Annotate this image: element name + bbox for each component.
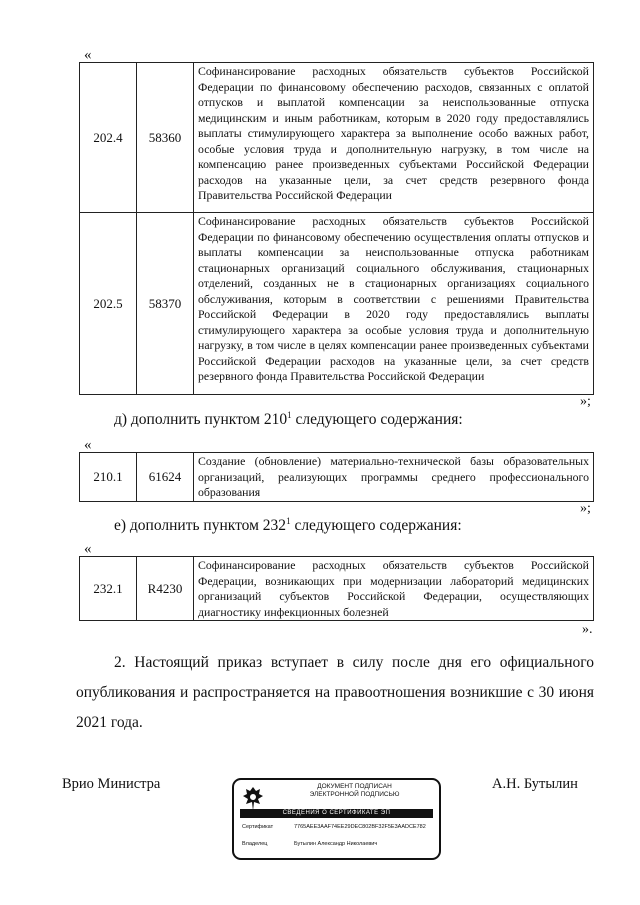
amendment-item-d	[114, 410, 463, 429]
amendment-item-e	[114, 516, 462, 535]
item-tail: следующего содержания:	[290, 517, 462, 535]
closing-quote: ».	[582, 622, 593, 637]
stamp-band: СВЕДЕНИЯ О СЕРТИФИКАТЕ ЭП	[240, 809, 433, 818]
opening-quote: «	[84, 437, 92, 453]
row-description: Софинансирование расходных обязательств субъектов Российской Федерации по финансовому обеспечению расходов, связанных с оплатой отпусков и выплатой компенсации за неиспользованные отпуска медицинским и иным работникам, которым в 2020 году предоставлялись выплаты стимулирующего характера за выполнение особо важных работ, особые условия труда и дополнительную нагрузку, в том числе на компенсацию ранее произведенных субъектами Российской Федерации расходов на указанные цели, за счет средств резервного фонда Правительства Российской Федерации	[194, 63, 594, 213]
signatory-role: Врио Министра	[62, 776, 161, 792]
opening-quote: «	[84, 541, 92, 557]
row-description: Софинансирование расходных обязательств субъектов Российской Федерации по финансовому обеспечению осуществления оплаты отпусков и выплаты компенсации за неиспользованные отпуска работникам стационарных организаций социального обслуживания, стационарных отделений, созданных не в стационарных организациях социального обслуживания, которым в соответствии с решениями Правительства Российской Федерации в 2020 году предоставлялись выплаты стимулирующего характера за особые условия труда и дополнительную нагрузку, в том числе в целях компенсации ранее произведенных субъектами Российской Федерации расходов на указанные цели, за счет средств резервного фонда Правительства Российской Федерации	[194, 213, 594, 395]
stamp-line-1: ДОКУМЕНТ ПОДПИСАН	[317, 783, 392, 790]
owner-value: Бутылин Александр Николаевич	[294, 841, 378, 847]
item-text: д) дополнить пунктом 210	[114, 411, 288, 429]
row-number: 202.4	[80, 63, 137, 213]
row-code: R4230	[137, 557, 194, 621]
stamp-line-2: ЭЛЕКТРОННОЙ ПОДПИСЬЮ	[309, 791, 400, 798]
opening-quote: «	[84, 47, 92, 63]
row-description: Софинансирование расходных обязательств субъектов Российской Федерации, возникающих при модернизации лабораторий медицинских организаций субъектов Российской Федерации, осуществляющих диагностику инфекционных болезней	[194, 557, 594, 621]
table-row	[80, 453, 594, 502]
row-code: 61624	[137, 453, 194, 502]
item-tail: следующего содержания:	[291, 411, 463, 429]
row-code: 58370	[137, 213, 194, 395]
paragraph-2: 2. Настоящий приказ вступает в силу после дня его официального опубликования и распространяется на правоотношения возникшие с 30 июня 2021 года.	[76, 654, 594, 731]
table-row	[80, 213, 594, 395]
certificate-value: 7765AEE3AAF74EE29DEC802BF32F5E3AADCE782	[294, 824, 426, 830]
closing-quote: »;	[580, 501, 591, 516]
superscript: 1	[287, 410, 292, 420]
table-row	[80, 557, 594, 621]
table-row	[80, 63, 594, 213]
row-code: 58360	[137, 63, 194, 213]
stamp-header	[274, 783, 435, 799]
owner-row	[242, 841, 433, 847]
certificate-label: Сертификат	[242, 824, 274, 830]
electronic-signature-stamp	[232, 778, 441, 860]
row-number: 202.5	[80, 213, 137, 395]
signatory-name: А.Н. Бутылин	[492, 776, 578, 792]
closing-quote: »;	[580, 394, 591, 409]
item-text: е) дополнить пунктом 232	[114, 517, 287, 535]
table-block-3	[79, 556, 594, 621]
table-block-2	[79, 452, 594, 502]
row-description: Создание (обновление) материально-технической базы образовательных организаций, реализующих программы среднего профессионального образования	[194, 453, 594, 502]
row-number: 210.1	[80, 453, 137, 502]
superscript: 1	[286, 516, 291, 526]
certificate-row	[242, 824, 433, 830]
owner-label: Владелец	[242, 841, 268, 847]
table-block-1	[79, 62, 594, 395]
row-number: 232.1	[80, 557, 137, 621]
